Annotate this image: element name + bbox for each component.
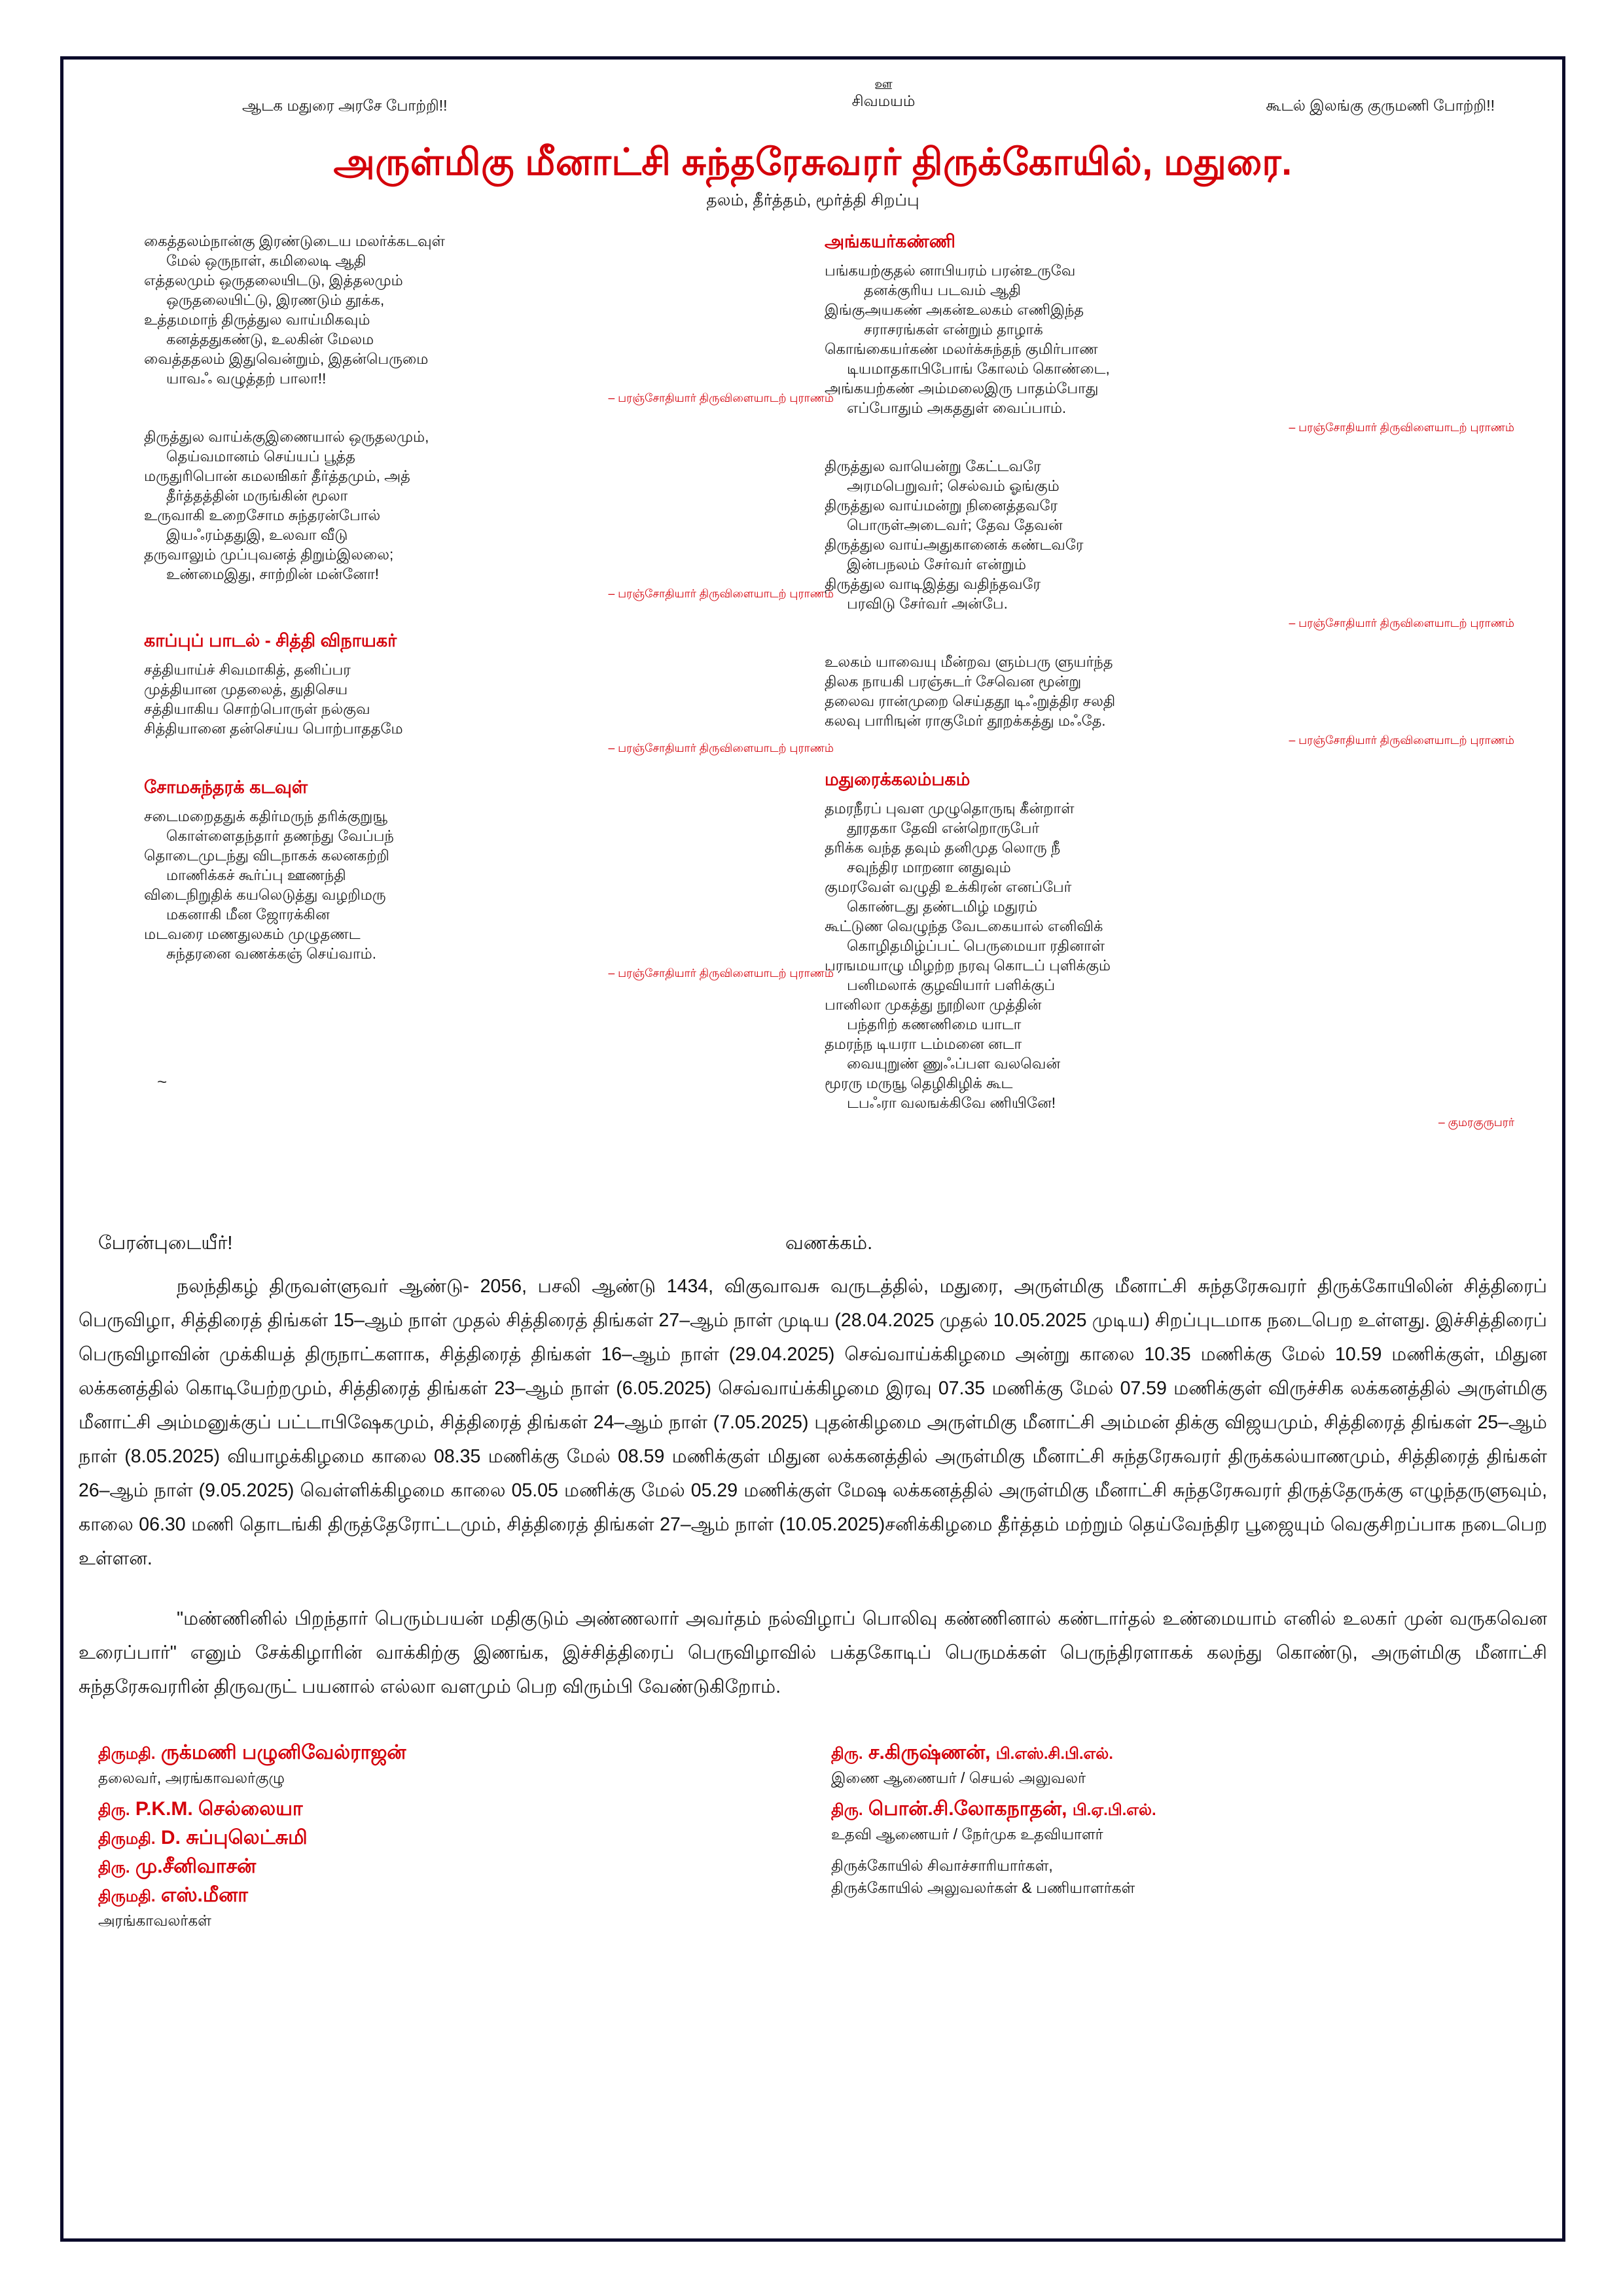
verse-line: மாணிக்கச் கூர்ப்பு ஊணந்தி	[166, 867, 346, 883]
verse-line: தனக்குரிய படவம் ஆதி	[864, 282, 1021, 298]
verse-column-right	[825, 232, 1518, 1137]
verse-block-left-3	[144, 631, 838, 756]
verse-line: கனத்ததுகண்டு, உலகின் மேலம	[166, 331, 374, 347]
signatory-role: உதவி ஆணையர் / நேர்முக உதவியாளர்	[831, 1826, 1103, 1843]
verse-area	[79, 232, 1547, 1226]
verse-line: மேல் ஒருநாள், கமிலைடி ஆதி	[166, 253, 366, 269]
verse-line: பனிமலாக் குழவியார் பளிக்குப்	[847, 977, 1056, 993]
verse-line: வைத்ததலம் இதுவென்றும், இதன்பெருமை	[144, 351, 429, 367]
verse-line: மடவரை மணதுலகம் முழுதணட	[144, 926, 361, 942]
verse-line: சடைமறைததுக் கதிர்மருந் தரிக்குறுஙூ	[144, 808, 387, 824]
document-content	[79, 72, 1547, 2228]
verse-line: கைத்தலம்நான்கு இரண்டுடைய மலர்க்கடவுள்	[144, 233, 445, 249]
verse-line: கொண்டது தண்டமிழ் மதுரம்	[847, 898, 1038, 915]
verse-line: உண்மைஇது, சாற்றின் மன்னோ!	[166, 566, 380, 582]
verse-line: பரவிடு சேர்வர் அன்பே.	[847, 595, 1008, 612]
signatory-role: தலைவர், அரங்காவலர்குழு	[98, 1769, 285, 1786]
verse-line: முத்தியான முதலைத், துதிசெய	[144, 681, 348, 698]
signatory-fullname: பொன்.சி.லோகநாதன்,	[868, 1798, 1067, 1820]
verse-line: குமரவேள் வழுதி உக்கிரன் எனப்பேர்	[825, 879, 1072, 895]
verse-line: இன்பநலம் சேர்வர் என்றும்	[847, 556, 1026, 573]
page-title: அருள்மிகு மீனாட்சி சுந்தரேசுவரர் திருக்கோயில், மதுரை.	[333, 141, 1293, 183]
verse-line: கொங்கையர்கண் மலர்க்சுந்தந் குமிர்பாண	[825, 341, 1098, 357]
verse-line: கலவு பாரிஙுன் ராகுமேர் தூறக்கத்து மஃதே.	[825, 713, 1106, 729]
signatory-name	[831, 1798, 1518, 1823]
verse-credit: – பரஞ்சோதியார் திருவிளையாடற் புராணம்	[825, 421, 1518, 436]
verse-line: மருதுரிபொன் கமலஙிகர் தீர்த்தமும், அத்	[144, 468, 410, 484]
verse-line: சுந்தரனை வணக்கஞ் செய்வாம்.	[166, 945, 377, 962]
verse-heading: அங்கயர்கண்ணி	[825, 232, 955, 251]
verse-lines	[144, 232, 838, 389]
verse-line: மகனாகி மீன ஜோரக்கின	[166, 906, 330, 923]
salutation-row	[79, 1233, 1547, 1263]
verse-line: மூரரு மருஙூ தெழிகிழிக் கூட	[825, 1075, 1013, 1091]
signatory-name	[98, 1798, 753, 1823]
verse-column-left	[144, 232, 838, 988]
verse-credit: – குமரகுருபரர்	[825, 1116, 1518, 1131]
signatory-prefix: திருமதி.	[98, 1888, 156, 1905]
verse-line: திலக நாயகி பரஞ்சுடர் சேவென மூன்று	[825, 673, 1082, 690]
verse-heading: சோமசுந்தரக் கடவுள்	[144, 777, 308, 797]
verse-line: தெய்வமானம் செய்யப் பூத்த	[166, 448, 355, 465]
verse-line: எத்தலமும் ஒருதலையிடடு, இத்தலமும்	[144, 272, 403, 289]
om-symbol: ஊ	[874, 76, 893, 92]
verse-line: தூரதகா தேவி என்றொருபேர்	[847, 820, 1040, 836]
signatory-name	[98, 1856, 753, 1881]
verse-block-right-4	[825, 769, 1518, 1131]
verse-line: பானிலா முகத்து நூறிலா முத்தின்	[825, 997, 1042, 1013]
verse-line: தமரந்ந டியரா டம்மனை னடா	[825, 1036, 1022, 1052]
salutation-left: பேரன்புடையீர்!	[98, 1233, 233, 1254]
signatory-qualification: பி.ஏ.பி.எல்.	[1072, 1801, 1156, 1819]
page-subtitle: தலம், தீர்த்தம், மூர்த்தி சிறப்பு	[706, 191, 919, 209]
verse-heading: மதுரைக்கலம்பகம்	[825, 769, 971, 789]
verse-lines	[144, 807, 838, 964]
verse-line: விடைநிறுதிக் கயலெடுத்து வழறிமரு	[144, 887, 386, 903]
verse-block-right-2	[825, 457, 1518, 631]
verse-line: சத்தியாகிய சொற்பொருள் நல்குவ	[144, 701, 370, 717]
verse-lines	[825, 799, 1518, 1113]
verse-line: டபஃரா வலஙக்கிவே ணியினே!	[847, 1095, 1056, 1111]
verse-line: தொடைமுடந்து விடநாகக் கலனகற்றி	[144, 847, 389, 864]
signatory-qualification: பி.எஸ்.சி.பி.எல்.	[995, 1745, 1113, 1763]
salutation-center: வணக்கம்.	[785, 1233, 873, 1254]
verse-lines	[144, 427, 838, 584]
header-sivamayam-block	[785, 77, 982, 110]
signatory-group-1: திருக்கோயில் சிவாச்சாரியார்கள்,	[831, 1857, 1053, 1874]
verse-line: தமரநீரப் புவள முழுதொருஙு கீன்றாள்	[825, 800, 1075, 817]
signatory-fullname: D. சுப்புலெட்சுமி	[160, 1827, 308, 1848]
verse-block-left-1	[144, 232, 838, 406]
header-top-row	[79, 72, 1547, 124]
signature-area	[79, 1738, 1547, 2019]
verse-line: அரமபெறுவர்; செல்வம் ஓங்கும்	[847, 478, 1060, 494]
signatory-role: இணை ஆணையர் / செயல் அலுவலர்	[831, 1769, 1086, 1786]
signatory-name	[98, 1827, 753, 1852]
verse-line: தரிக்க வந்த தவும் தனிமுத லொரு நீ	[825, 839, 1061, 856]
signatory-group-2: திருக்கோயில் அலுவலர்கள் & பணியாளர்கள்	[831, 1879, 1135, 1896]
signature-column-right	[831, 1738, 1518, 1899]
signatory-fullname: மு.சீனிவாசன்	[135, 1856, 257, 1877]
verse-line: கூட்டுண வெழுந்த வேடகையால் எனிவிக்	[825, 918, 1103, 934]
verse-line: தலைவ ரான்முறை செய்ததூ டிஃறுத்திர சலதி	[825, 693, 1116, 709]
verse-heading: காப்புப் பாடல் - சித்தி விநாயகர்	[144, 631, 397, 650]
verse-line: சவுந்திர மாறனா னதுவும்	[847, 859, 1011, 875]
verse-line: கொள்ளைதந்தார் தணந்து வேப்பந்	[166, 828, 394, 844]
verse-line: சத்தியாய்ச் சிவமாகித், தனிப்பர	[144, 662, 351, 678]
verse-line: கொழிதமிழ்ப்பட் பெருமையா ரதினாள்	[847, 938, 1105, 954]
verse-lines	[825, 457, 1518, 614]
verse-credit: – பரஞ்சோதியார் திருவிளையாடற் புராணம்	[144, 391, 838, 406]
signatory-fullname: P.K.M. செல்லையா	[135, 1798, 303, 1820]
verse-line: இயஃரம்ததுஇ, உலவா வீடு	[166, 527, 348, 543]
verse-line: சராசரங்கள் என்றும் தாழாக்	[864, 321, 1043, 338]
verse-line: பொருள்அடைவர்; தேவ தேவன்	[847, 517, 1063, 533]
verse-line: திருத்துல வாடிஇத்து வதிந்தவரே	[825, 576, 1041, 592]
verse-line: சித்தியானை தன்செய்ய பொற்பாததமே	[144, 720, 403, 737]
signatory-prefix: திரு.	[98, 1859, 130, 1877]
signature-column-left	[98, 1738, 753, 1941]
verse-lines	[144, 660, 838, 739]
verse-block-left-4	[144, 777, 838, 981]
signatory-role: அரங்காவலர்கள்	[98, 1912, 211, 1929]
verse-credit: – பரஞ்சோதியார் திருவிளையாடற் புராணம்	[144, 741, 838, 756]
signatory-prefix: திருமதி.	[98, 1830, 156, 1848]
verse-block-right-1	[825, 232, 1518, 436]
verse-line: பந்தரிற் கணணிமை யாடா	[847, 1016, 1022, 1033]
verse-line: உலகம் யாவையு மீன்றவ ளும்பரு ளுயர்ந்த	[825, 654, 1113, 670]
signatory-fullname: ருக்மணி பழுனிவேல்ராஜன்	[160, 1742, 406, 1763]
verse-line: டியமாதகாபிபோங் கோலம் கொண்டை,	[847, 361, 1110, 377]
verse-line: திருத்துல வாயென்று கேட்டவரே	[825, 458, 1041, 474]
verse-line: எப்போதும் அகததுள் வைப்பாம்.	[847, 400, 1067, 416]
verse-credit: – பரஞ்சோதியார் திருவிளையாடற் புராணம்	[825, 733, 1518, 749]
header-top-left-text: ஆடக மதுரை அரசே போற்றி!!	[242, 97, 448, 114]
verse-line: அங்கயற்கண் அம்மலைஇரு பாதம்போது	[825, 380, 1099, 397]
verse-line: யாவஃ வழுத்தற் பாலா!!	[166, 370, 327, 387]
verse-line: பரஙமயாழு மிழற்ற நரவு கொடப் புளிக்கும்	[825, 957, 1111, 974]
verse-line: உத்தமமாந் திருத்துல வாய்மிகவும்	[144, 311, 370, 328]
handwritten-mark: ~	[157, 1072, 168, 1091]
verse-credit: – பரஞ்சோதியார் திருவிளையாடற் புராணம்	[144, 587, 838, 602]
message-paragraph-2: "மண்ணினில் பிறந்தார் பெரும்பயன் மதிகுடும் அண்ணலார் அவர்தம் நல்விழாப் பொலிவு கண்ணினால் கண்டார்தல் உண்மையாம் எனில் உலகர் முன் வருகவென உரைப்பார்" எனும் சேக்கிழாரின் வாக்கிற்கு இணங்க, இச்சித்திரைப் பெருவிழாவில் பக்தகோடிப் பெருமக்கள் பெருந்திரளாகக் கலந்து கொண்டு, அருள்மிகு மீனாட்சி சுந்தரேசுவரரின் திருவருட் பயனால் எல்லா வளமும் பெற விரும்பி வேண்டுகிறோம்.	[79, 1608, 1547, 1697]
verse-block-right-3	[825, 652, 1518, 749]
signatory-prefix: திரு.	[831, 1801, 863, 1819]
signatory-name	[98, 1742, 753, 1767]
verse-lines	[825, 261, 1518, 418]
verse-line: தருவாலும் முப்புவனத் திறும்இலலை;	[144, 546, 394, 563]
verse-line: திருத்துல வாய்மன்று நினைத்தவரே	[825, 497, 1058, 514]
verse-lines	[825, 652, 1518, 731]
signatory-prefix: திருமதி.	[98, 1745, 156, 1763]
verse-line: உருவாகி உறைசோம சுந்தரன்போல்	[144, 507, 381, 523]
verse-credit: – பரஞ்சோதியார் திருவிளையாடற் புராணம்	[144, 966, 838, 981]
sivamayam-text: சிவமயம்	[851, 92, 916, 109]
verse-line: இங்குஅயகண் அகன்உலகம் எணிஇந்த	[825, 302, 1084, 318]
message-paragraph-1: நலந்திகழ் திருவள்ளுவர் ஆண்டு- 2056, பசலி ஆண்டு 1434, விகுவாவசு வருடத்தில், மதுரை, அருள்மிகு மீனாட்சி சுந்தரேசுவரர் திருக்கோயிலின் சித்திரைப் பெருவிழா, சித்திரைத் திங்கள் 15–ஆம் நாள் முதல் சித்திரைத் திங்கள் 27–ஆம் நாள் முடிய (28.04.2025 முதல் 10.05.2025 முடிய) சிறப்புடமாக நடைபெற உள்ளது. இச்சித்திரைப் பெருவிழாவின் முக்கியத் திருநாட்களாக, சித்திரைத் திங்கள் 16–ஆம் நாள் (29.04.2025) செவ்வாய்க்கிழமை அன்று காலை 10.35 மணிக்கு மேல் 10.59 மணிக்குள், மிதுன லக்கனத்தில் கொடியேற்றமும், சித்திரைத் திங்கள் 23–ஆம் நாள் (6.05.2025) செவ்வாய்க்கிழமை இரவு 07.35 மணிக்கு மேல் 07.59 மணிக்குள் விருச்சிக லக்கனத்தில் அருள்மிகு மீனாட்சி அம்மனுக்குப் பட்டாபிஷேகமும், சித்திரைத் திங்கள் 24–ஆம் நாள் (7.05.2025) புதன்கிழமை அருள்மிகு மீனாட்சி அம்மன் திக்கு விஜயமும், சித்திரைத் திங்கள் 25–ஆம் நாள் (8.05.2025) வியாழக்கிழமை காலை 08.35 மணிக்கு மேல் 08.59 மணிக்குள் மிதுன லக்கனத்தில் அருள்மிகு மீனாட்சி சுந்தரேசுவரர் திருக்கல்யாணமும், சித்திரைத் திங்கள் 26–ஆம் நாள் (9.05.2025) வெள்ளிக்கிழமை காலை 05.05 மணிக்கு மேல் 05.29 மணிக்குள் மேஷ லக்கனத்தில் அருள்மிகு மீனாட்சி சுந்தரேசுவரர் திருத்தேருக்கு எழுந்தருளுவும், காலை 06.30 மணி தொடங்கி திருத்தேரோட்டமும், சித்திரைத் திங்கள் 27–ஆம் நாள் (10.05.2025)சனிக்கிழமை தீர்த்தம் மற்றும் தெய்வேந்திர பூஜையும் வெகுசிறப்பாக நடைபெற உள்ளன.	[79, 1276, 1547, 1569]
verse-block-left-2	[144, 427, 838, 602]
verse-line: வையுறுண் ணுஃப்பள வலவென்	[847, 1055, 1061, 1072]
signatory-name	[98, 1884, 753, 1909]
signatory-prefix: திரு.	[831, 1745, 863, 1763]
signatory-prefix: திரு.	[98, 1801, 130, 1819]
signatory-fullname: ச.கிருஷ்ணன்,	[868, 1742, 991, 1763]
signatory-name	[831, 1742, 1518, 1767]
header-top-right-text: கூடல் இலங்கு குருமணி போற்றி!!	[1266, 97, 1495, 114]
verse-credit: – பரஞ்சோதியார் திருவிளையாடற் புராணம்	[825, 616, 1518, 631]
verse-line: தீர்த்தத்தின் மருங்கின் மூலா	[166, 487, 348, 504]
verse-line: பங்கயற்குதல் னாபியரம் பரன்உருவே	[825, 262, 1076, 279]
verse-line: திருத்துல வாய்க்குஇணையால் ஒருதலமும்,	[144, 429, 429, 445]
signatory-fullname: எஸ்.மீனா	[160, 1884, 248, 1906]
message-section	[79, 1233, 1547, 1704]
verse-line: திருத்துல வாய்அதுகானைக் கண்டவரே	[825, 537, 1084, 553]
verse-line: ஒருதலையிட்டு, இரணடும் தூக்க,	[166, 292, 385, 308]
